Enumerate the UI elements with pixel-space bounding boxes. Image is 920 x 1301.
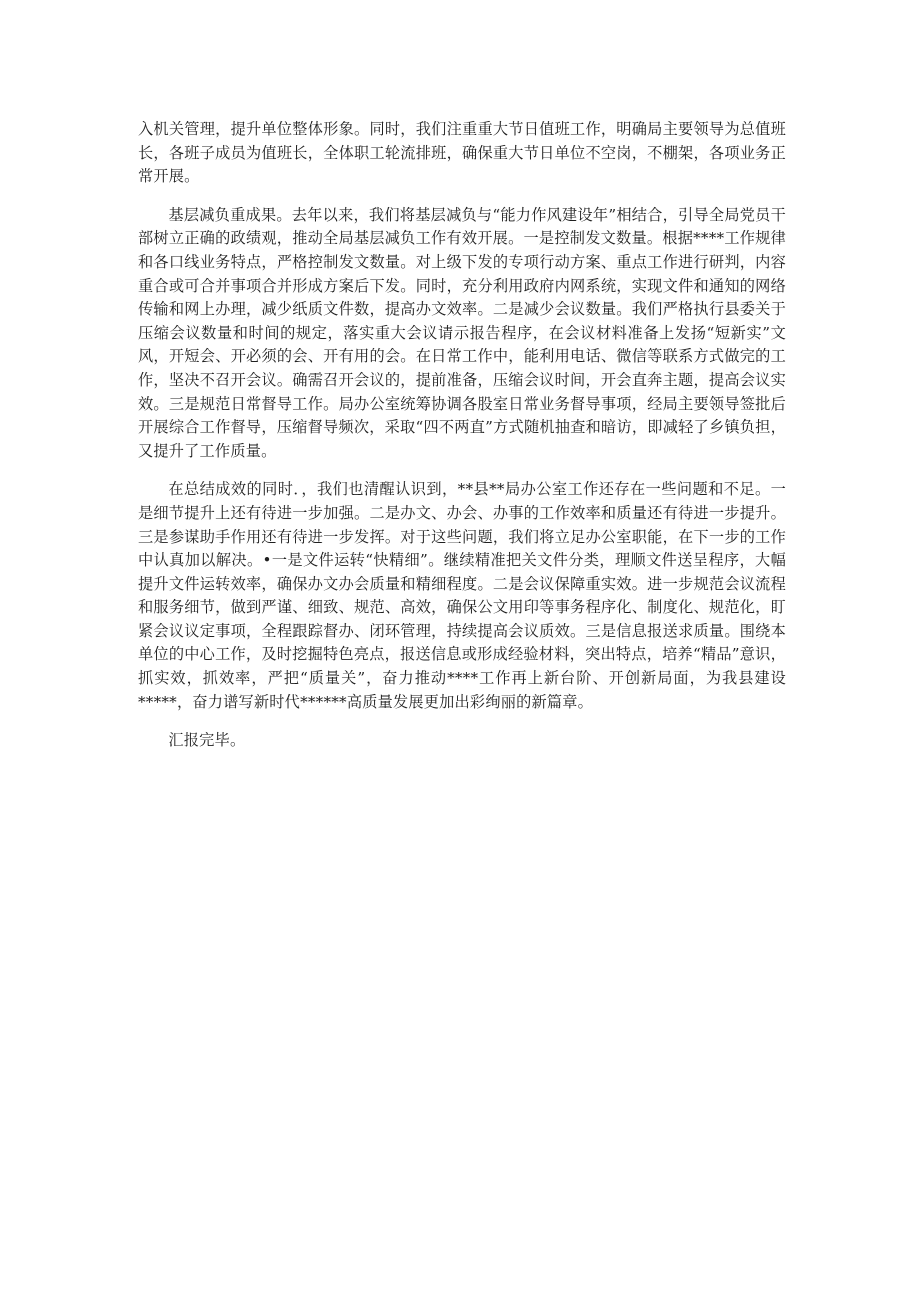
paragraph-problems-and-measures: 在总结成效的同时．，我们也清醒认识到，**县**局办公室工作还存在一些问题和不足。一是细节提升上还有待进一步加强。二是办文、办会、办事的工作效率和质量还有待进一步提升。三是参谋助手作用还有待进一步发挥。对于这些问题，我们将立足办公室职能，在下一步的工作中认真加以解决。•一是文件运转“快精细”。继续精准把关文件分类，理顺文件送呈程序，大幅提升文件运转效率，确保办文办会质量和精细程度。二是会议保障重实效。进一步规范会议流程和服务细节，做到严谨、细致、规范、高效，确保公文用印等事务程序化、制度化、规范化，盯紧会议议定事项，全程跟踪督办、闭环管理，持续提高会议质效。三是信息报送求质量。围绕本单位的中心工作，及时挖掘特色亮点，报送信息或形成经验材料，突出特点，培养“精品”意识，抓实效，抓效率，严把“质量关”，奋力推动****工作再上新台阶、开创新局面，为我县建设*****，奋力谱写新时代******高质量发展更加出彩绚丽的新篇章。 [138,480,786,711]
paragraph-continuation: 入机关管理，提升单位整体形象。同时，我们注重重大节日值班工作，明确局主要领导为总值班长，各班子成员为值班长，全体职工轮流排班，确保重大节日单位不空岗，不棚架，各项业务正常开展。 [138,120,786,186]
paragraph-grassroots-burden-reduction: 基层减负重成果。去年以来，我们将基层减负与“能力作风建设年”相结合，引导全局党员干部树立正确的政绩观，推动全局基层减负工作有效开展。一是控制发文数量。根据****工作规律和各口线业务特点，严格控制发文数量。对上级下发的专项行动方案、重点工作进行研判，内容重合或可合并事项合并形成方案后下发。同时，充分利用政府内网系统，实现文件和通知的网络传输和网上办理，减少纸质文件数，提高办文效率。二是减少会议数量。我们严格执行县委关于压缩会议数量和时间的规定，落实重大会议请示报告程序，在会议材料准备上发扬“短新实”文风，开短会、开必须的会、开有用的会。在日常工作中，能利用电话、微信等联系方式做完的工作，坚决不召开会议。确需召开会议的，提前准备，压缩会议时间，开会直奔主题，提高会议实效。三是规范日常督导工作。局办公室统筹协调各股室日常业务督导事项，经局主要领导签批后开展综合工作督导，压缩督导频次，采取“四不两直”方式随机抽查和暗访，即减轻了乡镇负担，又提升了工作质量。 [138,205,786,460]
paragraph-closing: 汇报完毕。 [168,731,246,750]
document-page [138,118,786,768]
